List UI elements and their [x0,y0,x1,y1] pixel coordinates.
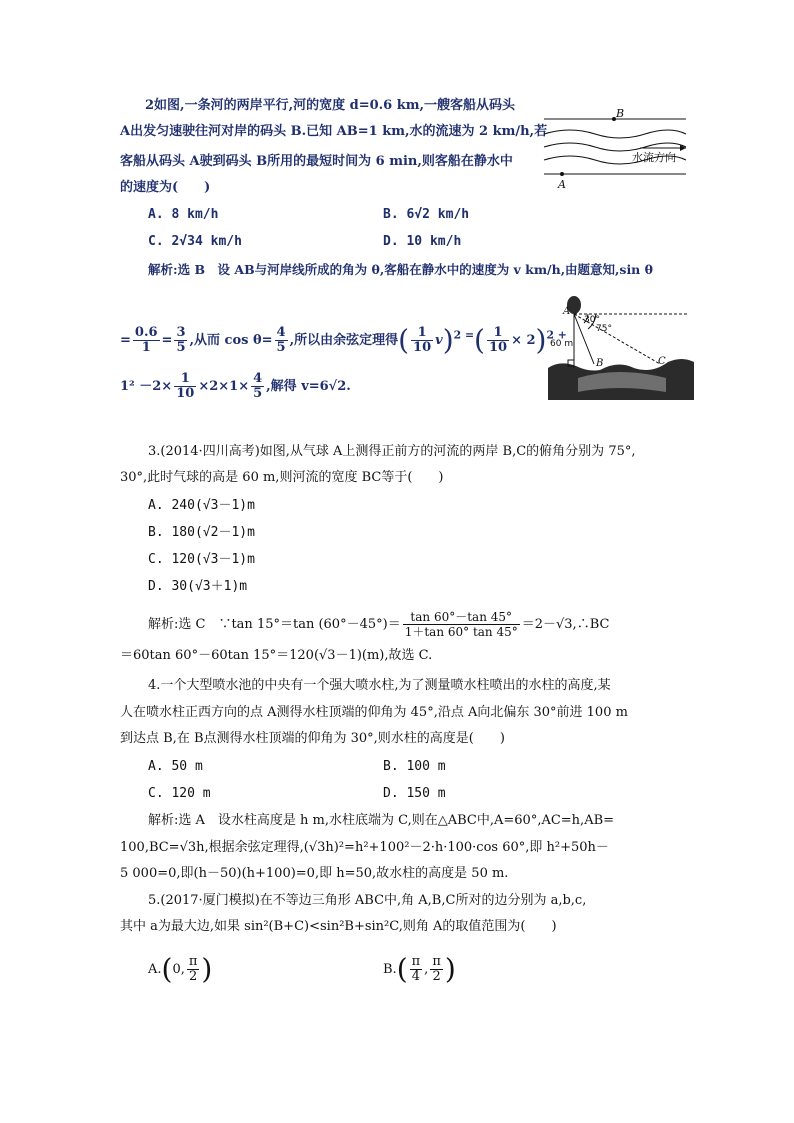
sol3-part-c: ,解得 v=6√2. [266,379,351,394]
q3-option-c: C. 120(√3－1)m [148,552,255,567]
q2-option-a: A. 8 km/h [148,207,219,222]
q4-option-c: C. 120 m [148,786,211,801]
q3-option-b: B. 180(√2－1)m [148,525,255,540]
option-label: A. [148,962,162,977]
cosine-law-text: ,所以由余弦定理得 [289,333,399,348]
frac-den: 4 [411,969,421,984]
eq-sign: = [120,333,131,348]
q2-option-c: C. 2√34 km/h [148,234,242,249]
exponent-eq: 2 = [453,328,475,342]
q2-solution-line1: 解析:选 B 设 AB与河岸线所成的角为 θ,客船在静水中的速度为 v km/h,由题意知,sin θ [148,262,653,277]
q4-option-d: D. 150 m [383,786,446,801]
q3-stem-line1: 3.(2014·四川高考)如图,从气球 A上测得正前方的河流的两岸 B,C的俯角分别为 75°, [148,444,636,459]
frac-den: 10 [413,340,432,355]
q2-stem-line3: 客船从码头 A驶到码头 B所用的最短时间为 6 min,则客船在静水中 [120,154,513,169]
q5-option-a: A.(0, $\frac{\pi}{2}$ ) [148,952,213,986]
q3-stem-line2: 30°,此时气球的高是 60 m,则河流的宽度 BC等于( ) [120,470,444,485]
q2-solution-line2: = $\frac{0.6}{1}$ = $\frac{3}{5}$ ,从而 cos θ= $\frac{4}{5}$ ,所以由余弦定理得( $\frac{1}{10}$ v)$^{2 =}$( $\frac{1}{10}$ × 2)$^{2 +}$ [120,323,567,357]
q2-solution-line3 [120,372,351,401]
fig2-label-B: B [596,358,604,369]
frac-4-over-5 [275,326,288,355]
q2-stem-line2: A出发匀速驶往河对岸的码头 B.已知 AB=1 km,水的流速为 2 km/h,若 [120,124,548,139]
frac-pi-over-2 [187,955,200,984]
q3-option-a: A. 240(√3－1)m [148,498,255,513]
frac-1-over-10 [411,326,433,355]
q4-option-a: A. 50 m [148,759,203,774]
fig1-label-B: B [616,107,625,120]
frac-num: π [188,954,198,969]
fig2-label-30: 30° [584,315,600,325]
q2-stem-line4: 的速度为( ) [120,180,211,195]
q5-stem-line1: 5.(2017·厦门模拟)在不等边三角形 ABC中,角 A,B,C所对的边分别为 a,b,c, [148,893,587,908]
frac-pi-over-4 [410,955,423,984]
frac-num: 0.6 [134,325,158,340]
frac-den: 5 [276,340,286,355]
frac-num: π [432,954,441,969]
frac-0.6-over-1 [133,326,160,355]
sol3-part-b: ×2×1× [198,379,250,394]
frac-3-over-5 [174,326,187,355]
q3-sol-part-a: 解析:选 C ∵tan 15°＝tan (60°－45°)＝ [148,617,401,632]
frac-num: tan 60°－tan 45° [403,610,520,625]
fig1-flow-label: 水流方向 [632,151,676,164]
cos-text: ,从而 cos θ= [189,333,273,348]
q2-option-b: B. 6√2 km/h [383,207,470,222]
frac-den: 5 [253,386,263,401]
q5-option-b: B.( $\frac{\pi}{4}$ , $\frac{\pi}{2}$ ) [383,952,456,986]
frac-4-over-5-b [251,372,264,401]
frac-1-over-10-c [174,372,196,401]
frac-num: 1 [411,326,433,341]
q4-solution-line3: 5 000=0,即(h－50)(h+100)=0,即 h=50,故水柱的高度是 50 m. [120,866,509,881]
q3-solution-line2: ＝60tan 60°－60tan 15°＝120(√3－1)(m),故选 C. [120,648,433,663]
frac-num: π [411,954,421,969]
frac-pi-over-2-b [430,955,443,984]
frac-den: 10 [488,340,508,355]
fig2-label-60m: 60 m [550,339,574,349]
q3-solution-line1 [148,610,609,639]
fig2-label-C: C [658,356,666,367]
q4-stem-line2: 人在喷水柱正西方向的点 A测得水柱顶端的仰角为 45°,沿点 A向北偏东 30°前进 100 m [120,705,628,720]
option-label: B. [383,962,397,977]
q4-solution-line1: 解析:选 A 设水柱高度是 h m,水柱底端为 C,则在△ABC中,A=60°,AC=h,AB= [148,813,615,828]
q3-sol-part-b: ＝2－√3,∴BC [521,617,610,632]
q4-stem-line1: 4.一个大型喷水池的中央有一个强大喷水柱,为了测量喷水柱喷出的水柱的高度,某 [148,678,611,693]
fig2-label-75: 75° [596,324,612,334]
frac-num: 1 [174,372,196,387]
q2-stem-line1: 2如图,一条河的两岸平行,河的宽度 d=0.6 km,一艘客船从码头 [145,98,516,113]
frac-num: 1 [487,326,509,341]
q3-option-d: D. 30(√3＋1)m [148,579,248,594]
fig1-label-A: A [558,178,566,191]
var-v: v [435,333,443,348]
q2-option-d: D. 10 km/h [383,234,462,249]
exponent-plus: 2 + [546,328,567,342]
frac-den: 2 [189,969,198,984]
times-two: × 2 [511,333,536,348]
q4-stem-line3: 到达点 B,在 B点测得水柱顶端的仰角为 30°,则水柱的高度是( ) [120,731,505,746]
fig2-label-A: A [563,306,571,317]
frac-den: 2 [432,969,441,984]
q4-option-b: B. 100 m [383,759,446,774]
frac-den: 1＋tan 60° tan 45° [404,625,518,639]
tan-difference-fraction [403,610,520,639]
frac-num: 3 [176,325,186,340]
frac-den: 10 [176,386,195,401]
q4-solution-line2: 100,BC=√3h,根据余弦定理得,(√3h)²=h²+100²－2·h·100·cos 60°,即 h²+50h－ [120,840,609,855]
frac-num: 4 [276,325,286,340]
frac-den: 1 [141,340,151,355]
frac-num: 4 [253,371,263,386]
sol3-part-a: 1² －2× [120,379,173,394]
q5-stem-line2: 其中 a为最大边,如果 sin²(B+C)<sin²B+sin²C,则角 A的取值范围为( ) [120,919,557,934]
frac-1-over-10-b [487,326,509,355]
frac-den: 5 [176,340,186,355]
interval-left: 0, [172,962,185,977]
